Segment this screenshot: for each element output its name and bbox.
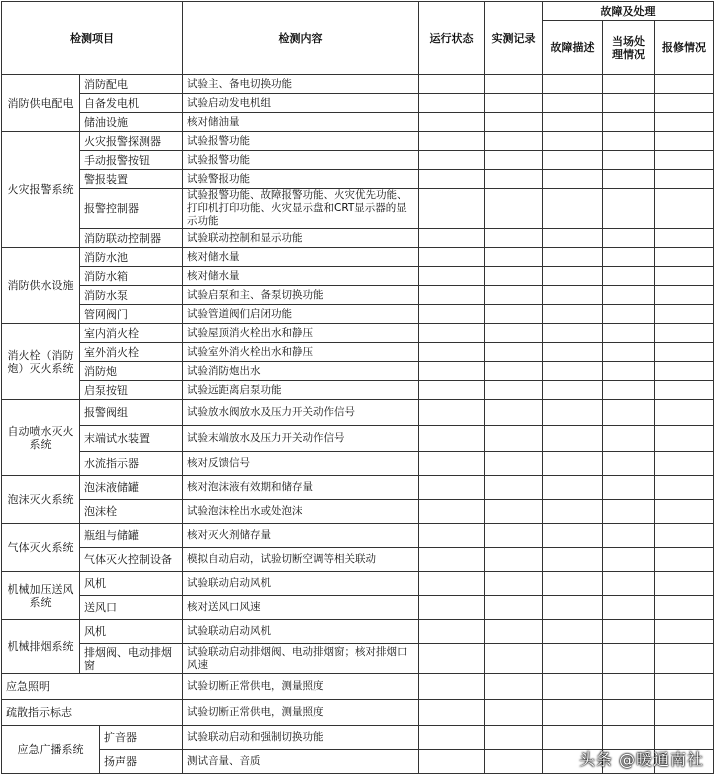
onsite-cell[interactable]: [603, 189, 655, 229]
fault-desc-cell[interactable]: [543, 700, 603, 726]
table-row: [2, 343, 714, 362]
record-cell[interactable]: [485, 94, 543, 113]
repair-cell[interactable]: [655, 132, 714, 151]
status-cell[interactable]: [419, 572, 485, 596]
repair-cell[interactable]: [655, 362, 714, 381]
repair-cell[interactable]: [655, 343, 714, 362]
onsite-cell[interactable]: [603, 620, 655, 644]
repair-cell[interactable]: [655, 726, 714, 750]
record-cell[interactable]: [485, 324, 543, 343]
item-cell: 末端试水装置: [80, 426, 183, 452]
record-cell[interactable]: [485, 452, 543, 476]
table-row: [2, 572, 714, 596]
table-row: [2, 94, 714, 113]
content-cell: 试验切断正常供电，测量照度: [183, 700, 419, 726]
fault-desc-cell[interactable]: [543, 452, 603, 476]
onsite-cell[interactable]: [603, 248, 655, 267]
item-cell: 送风口: [80, 596, 183, 620]
repair-cell[interactable]: [655, 286, 714, 305]
header-item: 检测项目: [2, 2, 183, 75]
status-cell[interactable]: [419, 381, 485, 400]
item-cell: 室外消火栓: [80, 343, 183, 362]
item-cell: 消防炮: [80, 362, 183, 381]
content-cell: 试验放水阀放水及压力开关动作信号: [183, 400, 419, 426]
item-cell: 泡沫栓: [80, 500, 183, 524]
content-cell: 核对反馈信号: [183, 452, 419, 476]
record-cell[interactable]: [485, 596, 543, 620]
onsite-cell[interactable]: [603, 151, 655, 170]
fault-desc-cell[interactable]: [543, 324, 603, 343]
record-cell[interactable]: [485, 381, 543, 400]
fault-desc-cell[interactable]: [543, 426, 603, 452]
table-row: [2, 400, 714, 426]
onsite-cell[interactable]: [603, 644, 655, 674]
status-cell[interactable]: [419, 248, 485, 267]
onsite-cell[interactable]: [603, 548, 655, 572]
content-cell: 试验联动启动和强制切换功能: [183, 726, 419, 750]
status-cell[interactable]: [419, 189, 485, 229]
onsite-cell[interactable]: [603, 286, 655, 305]
status-cell[interactable]: [419, 476, 485, 500]
onsite-cell[interactable]: [603, 324, 655, 343]
repair-cell[interactable]: [655, 170, 714, 189]
header-status: 运行状态: [419, 2, 485, 75]
status-cell[interactable]: [419, 750, 485, 774]
repair-cell[interactable]: [655, 94, 714, 113]
item-cell: 报警阀组: [80, 400, 183, 426]
table-row: [2, 644, 714, 674]
item-cell: 储油设施: [80, 113, 183, 132]
header-onsite: 当场处理情况: [603, 21, 655, 75]
fault-desc-cell[interactable]: [543, 248, 603, 267]
item-cell: 消防联动控制器: [80, 229, 183, 248]
item-cell: 自备发电机: [80, 94, 183, 113]
onsite-cell[interactable]: [603, 426, 655, 452]
record-cell[interactable]: [485, 426, 543, 452]
status-cell[interactable]: [419, 548, 485, 572]
content-cell: 试验室外消火栓出水和静压: [183, 343, 419, 362]
content-cell: 核对储油量: [183, 113, 419, 132]
system-cell: 疏散指示标志: [2, 700, 183, 726]
status-cell[interactable]: [419, 229, 485, 248]
fault-desc-cell[interactable]: [543, 151, 603, 170]
content-cell: 试验联动启动风机: [183, 572, 419, 596]
system-cell: 自动喷水灭火系统: [2, 400, 80, 476]
record-cell[interactable]: [485, 700, 543, 726]
fault-desc-cell[interactable]: [543, 305, 603, 324]
status-cell[interactable]: [419, 170, 485, 189]
onsite-cell[interactable]: [603, 305, 655, 324]
item-cell: 火灾报警探测器: [80, 132, 183, 151]
record-cell[interactable]: [485, 75, 543, 94]
record-cell[interactable]: [485, 343, 543, 362]
repair-cell[interactable]: [655, 572, 714, 596]
status-cell[interactable]: [419, 726, 485, 750]
record-cell[interactable]: [485, 229, 543, 248]
status-cell[interactable]: [419, 324, 485, 343]
onsite-cell[interactable]: [603, 524, 655, 548]
item-cell: 瓶组与储罐: [80, 524, 183, 548]
table-row: [2, 548, 714, 572]
system-cell: 应急照明: [2, 674, 183, 700]
system-cell: 消防供水设施: [2, 248, 80, 324]
record-cell[interactable]: [485, 524, 543, 548]
content-cell: 试验联动控制和显示功能: [183, 229, 419, 248]
record-cell[interactable]: [485, 726, 543, 750]
table-row: [2, 267, 714, 286]
onsite-cell[interactable]: [603, 229, 655, 248]
fault-desc-cell[interactable]: [543, 362, 603, 381]
fault-desc-cell[interactable]: [543, 500, 603, 524]
status-cell[interactable]: [419, 362, 485, 381]
repair-cell[interactable]: [655, 452, 714, 476]
onsite-cell[interactable]: [603, 674, 655, 700]
status-cell[interactable]: [419, 426, 485, 452]
content-cell: 试验屋顶消火栓出水和静压: [183, 324, 419, 343]
header-repair: 报修情况: [655, 21, 714, 75]
item-cell: 警报装置: [80, 170, 183, 189]
fault-desc-cell[interactable]: [543, 644, 603, 674]
onsite-cell[interactable]: [603, 170, 655, 189]
fault-desc-cell[interactable]: [543, 286, 603, 305]
record-cell[interactable]: [485, 189, 543, 229]
table-row: [2, 381, 714, 400]
onsite-cell[interactable]: [603, 132, 655, 151]
fault-desc-cell[interactable]: [543, 94, 603, 113]
onsite-cell[interactable]: [603, 500, 655, 524]
status-cell[interactable]: [419, 644, 485, 674]
item-cell: 消防水池: [80, 248, 183, 267]
repair-cell[interactable]: [655, 324, 714, 343]
item-cell: 风机: [80, 620, 183, 644]
system-cell: 泡沫灭火系统: [2, 476, 80, 524]
onsite-cell[interactable]: [603, 596, 655, 620]
status-cell[interactable]: [419, 596, 485, 620]
record-cell[interactable]: [485, 305, 543, 324]
table-row: [2, 229, 714, 248]
status-cell[interactable]: [419, 267, 485, 286]
system-cell: 机械加压送风系统: [2, 572, 80, 620]
record-cell[interactable]: [485, 151, 543, 170]
table-row: [2, 286, 714, 305]
content-cell: 核对灭火剂储存量: [183, 524, 419, 548]
record-cell[interactable]: [485, 500, 543, 524]
table-row: [2, 305, 714, 324]
repair-cell[interactable]: [655, 267, 714, 286]
item-cell: 消防水泵: [80, 286, 183, 305]
watermark: 头条 @暖通南社: [578, 750, 704, 769]
fault-desc-cell[interactable]: [543, 170, 603, 189]
item-cell: 报警控制器: [80, 189, 183, 229]
item-cell: 泡沫液储罐: [80, 476, 183, 500]
table-row: [2, 75, 714, 94]
status-cell[interactable]: [419, 75, 485, 94]
item-cell: 消防配电: [80, 75, 183, 94]
record-cell[interactable]: [485, 674, 543, 700]
record-cell[interactable]: [485, 750, 543, 774]
record-cell[interactable]: [485, 400, 543, 426]
header-record: 实测记录: [485, 2, 543, 75]
repair-cell[interactable]: [655, 189, 714, 229]
repair-cell[interactable]: [655, 674, 714, 700]
onsite-cell[interactable]: [603, 476, 655, 500]
repair-cell[interactable]: [655, 500, 714, 524]
status-cell[interactable]: [419, 452, 485, 476]
fault-desc-cell[interactable]: [543, 476, 603, 500]
onsite-cell[interactable]: [603, 113, 655, 132]
repair-cell[interactable]: [655, 381, 714, 400]
status-cell[interactable]: [419, 524, 485, 548]
record-cell[interactable]: [485, 548, 543, 572]
content-cell: 试验远距离启泵功能: [183, 381, 419, 400]
fault-desc-cell[interactable]: [543, 674, 603, 700]
table-row: [2, 452, 714, 476]
table-row: [2, 113, 714, 132]
inspection-table: [1, 1, 714, 774]
content-cell: 核对送风口风速: [183, 596, 419, 620]
fault-desc-cell[interactable]: [543, 620, 603, 644]
table-row: [2, 476, 714, 500]
item-cell: 手动报警按钮: [80, 151, 183, 170]
record-cell[interactable]: [485, 620, 543, 644]
content-cell: 核对储水量: [183, 267, 419, 286]
fault-desc-cell[interactable]: [543, 596, 603, 620]
record-cell[interactable]: [485, 267, 543, 286]
content-cell: 试验报警功能、故障报警功能、火灾优先功能、打印机打印功能、火灾显示盘和CRT显示器的显示功能: [183, 189, 419, 229]
status-cell[interactable]: [419, 132, 485, 151]
header-fault-group: 故障及处理: [543, 2, 714, 21]
item-cell: 风机: [80, 572, 183, 596]
onsite-cell[interactable]: [603, 267, 655, 286]
fault-desc-cell[interactable]: [543, 524, 603, 548]
status-cell[interactable]: [419, 700, 485, 726]
record-cell[interactable]: [485, 476, 543, 500]
content-cell: 试验末端放水及压力开关动作信号: [183, 426, 419, 452]
record-cell[interactable]: [485, 286, 543, 305]
item-cell: 水流指示器: [80, 452, 183, 476]
table-row: [2, 132, 714, 151]
content-cell: 模拟自动启动，试验切断空调等相关联动: [183, 548, 419, 572]
repair-cell[interactable]: [655, 151, 714, 170]
table-row: [2, 596, 714, 620]
fault-desc-cell[interactable]: [543, 400, 603, 426]
system-cell: 机械排烟系统: [2, 620, 80, 674]
status-cell[interactable]: [419, 305, 485, 324]
onsite-cell[interactable]: [603, 700, 655, 726]
table-row: [2, 170, 714, 189]
table-body: [2, 75, 714, 774]
content-cell: 试验启泵和主、备泵切换功能: [183, 286, 419, 305]
system-cell: 消防供电配电: [2, 75, 80, 132]
status-cell[interactable]: [419, 94, 485, 113]
system-cell: 气体灭火系统: [2, 524, 80, 572]
status-cell[interactable]: [419, 400, 485, 426]
table-row: [2, 726, 714, 750]
content-cell: 核对泡沫液有效期和储存量: [183, 476, 419, 500]
status-cell[interactable]: [419, 343, 485, 362]
repair-cell[interactable]: [655, 113, 714, 132]
onsite-cell[interactable]: [603, 94, 655, 113]
content-cell: 试验管道阀们启闭功能: [183, 305, 419, 324]
repair-cell[interactable]: [655, 524, 714, 548]
system-cell: 应急广播系统: [2, 726, 100, 774]
status-cell[interactable]: [419, 500, 485, 524]
onsite-cell[interactable]: [603, 400, 655, 426]
fault-desc-cell[interactable]: [543, 113, 603, 132]
table-row: [2, 426, 714, 452]
fault-desc-cell[interactable]: [543, 381, 603, 400]
repair-cell[interactable]: [655, 700, 714, 726]
repair-cell[interactable]: [655, 644, 714, 674]
fault-desc-cell[interactable]: [543, 572, 603, 596]
record-cell[interactable]: [485, 113, 543, 132]
item-cell: 排烟阀、电动排烟窗: [80, 644, 183, 674]
fault-desc-cell[interactable]: [543, 229, 603, 248]
repair-cell[interactable]: [655, 620, 714, 644]
table-row: [2, 362, 714, 381]
onsite-cell[interactable]: [603, 381, 655, 400]
repair-cell[interactable]: [655, 400, 714, 426]
system-cell: 消火栓（消防炮）灭火系统: [2, 324, 80, 400]
repair-cell[interactable]: [655, 248, 714, 267]
onsite-cell[interactable]: [603, 572, 655, 596]
table-row: [2, 524, 714, 548]
content-cell: 试验消防炮出水: [183, 362, 419, 381]
content-cell: 试验报警功能: [183, 132, 419, 151]
onsite-cell[interactable]: [603, 726, 655, 750]
header-fault-desc: 故障描述: [543, 21, 603, 75]
fault-desc-cell[interactable]: [543, 548, 603, 572]
repair-cell[interactable]: [655, 75, 714, 94]
record-cell[interactable]: [485, 170, 543, 189]
fault-desc-cell[interactable]: [543, 267, 603, 286]
status-cell[interactable]: [419, 151, 485, 170]
content-cell: 试验警报功能: [183, 170, 419, 189]
onsite-cell[interactable]: [603, 343, 655, 362]
fault-desc-cell[interactable]: [543, 75, 603, 94]
fault-desc-cell[interactable]: [543, 343, 603, 362]
table-row: [2, 620, 714, 644]
record-cell[interactable]: [485, 572, 543, 596]
status-cell[interactable]: [419, 620, 485, 644]
header-content: 检测内容: [183, 2, 419, 75]
repair-cell[interactable]: [655, 305, 714, 324]
repair-cell[interactable]: [655, 229, 714, 248]
content-cell: 试验主、备电切换功能: [183, 75, 419, 94]
table-row: [2, 151, 714, 170]
item-cell: 气体灭火控制设备: [80, 548, 183, 572]
table-row: [2, 700, 714, 726]
content-cell: 试验联动启动风机: [183, 620, 419, 644]
status-cell[interactable]: [419, 113, 485, 132]
record-cell[interactable]: [485, 644, 543, 674]
item-cell: 启泵按钮: [80, 381, 183, 400]
content-cell: 测试音量、音质: [183, 750, 419, 774]
content-cell: 试验启动发电机组: [183, 94, 419, 113]
item-cell: 室内消火栓: [80, 324, 183, 343]
fault-desc-cell[interactable]: [543, 189, 603, 229]
status-cell[interactable]: [419, 286, 485, 305]
fault-desc-cell[interactable]: [543, 132, 603, 151]
item-cell: 扬声器: [100, 750, 183, 774]
system-cell: 火灾报警系统: [2, 132, 80, 248]
fault-desc-cell[interactable]: [543, 726, 603, 750]
content-cell: 试验切断正常供电，测量照度: [183, 674, 419, 700]
table-row: [2, 189, 714, 229]
repair-cell[interactable]: [655, 548, 714, 572]
table-row: [2, 248, 714, 267]
content-cell: 核对储水量: [183, 248, 419, 267]
record-cell[interactable]: [485, 132, 543, 151]
content-cell: 试验泡沫栓出水或处泡沫: [183, 500, 419, 524]
table-row: [2, 674, 714, 700]
status-cell[interactable]: [419, 674, 485, 700]
repair-cell[interactable]: [655, 596, 714, 620]
content-cell: 试验报警功能: [183, 151, 419, 170]
table-row: [2, 324, 714, 343]
content-cell: 试验联动启动排烟阀、电动排烟窗；核对排烟口风速: [183, 644, 419, 674]
item-cell: 管网阀门: [80, 305, 183, 324]
table-row: [2, 500, 714, 524]
onsite-cell[interactable]: [603, 75, 655, 94]
onsite-cell[interactable]: [603, 362, 655, 381]
item-cell: 消防水箱: [80, 267, 183, 286]
item-cell: 扩音器: [100, 726, 183, 750]
record-cell[interactable]: [485, 362, 543, 381]
record-cell[interactable]: [485, 248, 543, 267]
repair-cell[interactable]: [655, 476, 714, 500]
onsite-cell[interactable]: [603, 452, 655, 476]
repair-cell[interactable]: [655, 426, 714, 452]
